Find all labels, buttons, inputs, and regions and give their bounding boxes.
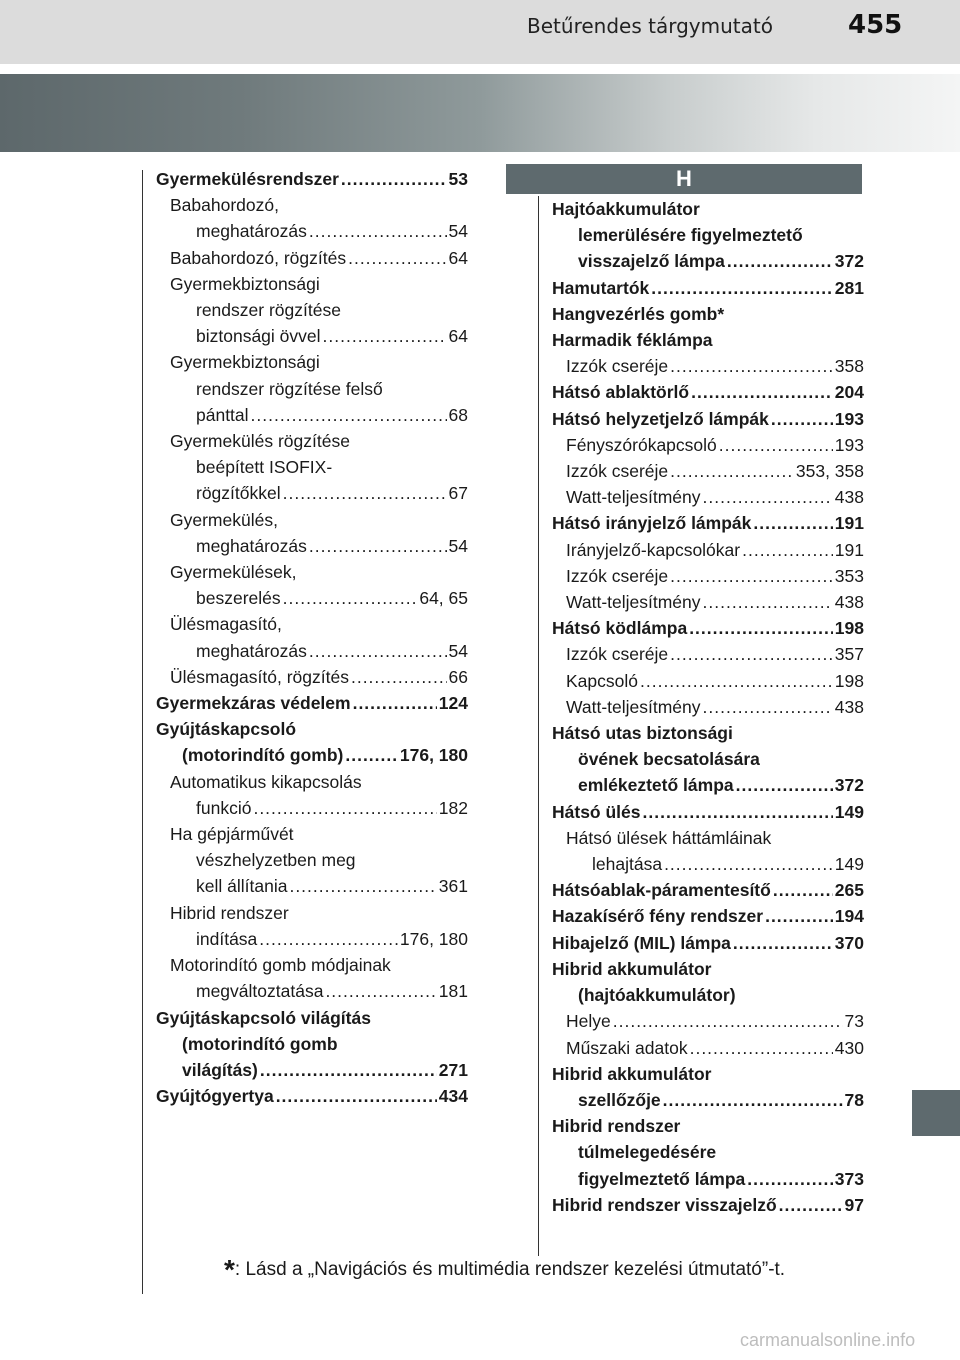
leader-dots	[351, 664, 447, 690]
footnote-marker: *	[224, 1254, 235, 1285]
entry-term: Gyújtáskapcsoló világítás	[156, 1007, 371, 1028]
index-entry	[156, 376, 468, 402]
index-entry	[552, 432, 864, 458]
leader-dots	[765, 903, 833, 929]
entry-page: 204	[834, 382, 864, 403]
index-entry	[156, 795, 468, 821]
index-entry	[156, 323, 468, 349]
index-entry	[552, 851, 864, 877]
leader-dots	[260, 1057, 437, 1083]
index-entry	[552, 406, 864, 432]
entry-term: (hajtóakkumulátor)	[578, 985, 736, 1006]
entry-term: Gyújtáskapcsoló	[156, 719, 297, 740]
index-entry	[552, 458, 864, 484]
index-entry	[552, 1087, 864, 1113]
leader-dots	[664, 851, 833, 877]
entry-page: 353	[834, 565, 864, 586]
entry-term: biztonsági övvel	[196, 326, 321, 347]
index-entry	[552, 484, 864, 510]
index-entry	[156, 638, 468, 664]
entry-page: 176, 180	[399, 928, 468, 949]
index-entry	[552, 746, 864, 772]
leader-dots	[663, 1087, 843, 1113]
index-entry	[156, 428, 468, 454]
index-entry	[552, 903, 864, 929]
index-entry	[156, 847, 468, 873]
leader-dots	[253, 795, 436, 821]
leader-dots	[325, 978, 436, 1004]
watermark: carmanualsonline.info	[740, 1330, 916, 1350]
index-entry	[156, 559, 468, 585]
index-entry	[552, 222, 864, 248]
entry-term: Watt-teljesítmény	[566, 592, 701, 613]
entry-term: szellőzője	[578, 1089, 661, 1110]
entry-page: 434	[438, 1086, 468, 1107]
chapter-tab	[912, 1090, 960, 1136]
index-entry	[156, 1057, 468, 1083]
index-entry	[552, 668, 864, 694]
entry-term: indítása	[196, 928, 258, 949]
entry-term: túlmelegedésére	[578, 1142, 717, 1163]
index-entry	[552, 379, 864, 405]
index-entry	[552, 956, 864, 982]
entry-term: lemerülésére figyelmeztető	[578, 225, 803, 246]
entry-page: 438	[834, 487, 864, 508]
index-entry	[156, 349, 468, 375]
leader-dots	[283, 480, 447, 506]
index-entry	[156, 533, 468, 559]
entry-term: Babahordozó,	[170, 195, 279, 216]
leader-dots	[733, 930, 833, 956]
index-entry	[156, 192, 468, 218]
index-entry	[552, 1061, 864, 1087]
index-entry	[156, 978, 468, 1004]
entry-term: Watt-teljesítmény	[566, 487, 701, 508]
entry-page: 353, 358	[795, 461, 864, 482]
entry-page: 53	[448, 169, 468, 189]
index-entry	[552, 1192, 864, 1218]
index-entry	[156, 402, 468, 428]
entry-page: 438	[834, 592, 864, 613]
entry-term: világítás)	[182, 1059, 258, 1080]
index-entry	[552, 327, 864, 353]
entry-term: Gyermekülésrendszer	[156, 169, 339, 189]
entry-term: Gyermekülés,	[170, 509, 278, 530]
entry-page: 78	[844, 1089, 864, 1110]
leader-dots	[779, 1192, 843, 1218]
entry-page: 370	[834, 932, 864, 953]
index-column-left	[156, 166, 468, 1109]
leader-dots	[259, 926, 398, 952]
index-entry	[552, 1113, 864, 1139]
entry-term: Hátsóablak-páramentesítő	[552, 880, 771, 901]
letter-header-h: H	[506, 164, 862, 194]
entry-page: 64	[448, 247, 468, 268]
index-entry	[156, 1031, 468, 1057]
page-number: 455	[848, 10, 903, 40]
index-entry	[156, 952, 468, 978]
entry-page: 265	[834, 880, 864, 901]
entry-term: Műszaki adatok	[566, 1037, 688, 1058]
entry-page: 54	[448, 221, 468, 242]
entry-term: Hajtóakkumulátor	[552, 199, 700, 219]
leader-dots	[689, 615, 833, 641]
entry-term: Irányjelző-kapcsolókar	[566, 539, 741, 560]
entry-term: rendszer rögzítése felső	[196, 378, 383, 399]
leader-dots	[703, 484, 833, 510]
index-entry	[156, 480, 468, 506]
index-entry	[552, 1166, 864, 1192]
entry-page: 54	[448, 640, 468, 661]
entry-page: 73	[844, 1011, 864, 1032]
leader-dots	[289, 873, 436, 899]
entry-page: 67	[448, 483, 468, 504]
index-entry	[552, 982, 864, 1008]
entry-page: 372	[834, 775, 864, 796]
entry-term: Hamutartók	[552, 277, 650, 298]
leader-dots	[345, 742, 398, 768]
leader-dots	[670, 353, 833, 379]
entry-page: 372	[834, 251, 864, 272]
entry-term: vészhelyzetben meg	[196, 850, 356, 871]
entry-page: 358	[834, 356, 864, 377]
entry-page: 361	[438, 876, 468, 897]
index-entry	[552, 353, 864, 379]
index-entry	[156, 611, 468, 637]
index-entry	[552, 799, 864, 825]
entry-term: kell állítania	[196, 876, 288, 897]
leader-dots	[703, 589, 833, 615]
index-entry	[156, 690, 468, 716]
decorative-banner	[0, 74, 960, 152]
entry-page: 438	[834, 696, 864, 717]
index-entry	[552, 720, 864, 746]
leader-dots	[691, 379, 833, 405]
index-entry	[552, 1139, 864, 1165]
leader-dots	[727, 248, 833, 274]
entry-page: 191	[834, 513, 864, 534]
leader-dots	[742, 537, 833, 563]
entry-term: figyelmeztető lámpa	[578, 1168, 746, 1189]
entry-term: meghatározás	[196, 221, 307, 242]
entry-page: 176, 180	[399, 745, 468, 766]
entry-term: Hibrid rendszer	[170, 902, 289, 923]
entry-term: Hátsó utas biztonsági	[552, 723, 733, 744]
leader-dots	[773, 877, 833, 903]
entry-term: meghatározás	[196, 535, 307, 556]
index-entry	[156, 742, 468, 768]
entry-page: 193	[834, 434, 864, 455]
entry-term: Izzók cseréje	[566, 461, 669, 482]
index-entry	[156, 271, 468, 297]
entry-page: 194	[834, 906, 864, 927]
index-entry	[552, 275, 864, 301]
entry-term: Kapcsoló	[566, 670, 638, 691]
entry-page: 198	[834, 670, 864, 691]
leader-dots	[341, 166, 447, 192]
entry-term: meghatározás	[196, 640, 307, 661]
footnote	[224, 1254, 785, 1286]
index-entry	[156, 245, 468, 271]
index-entry	[156, 821, 468, 847]
entry-term: visszajelző lámpa	[578, 251, 725, 272]
leader-dots	[670, 458, 794, 484]
entry-term: Hátsó ülések háttámláinak	[566, 827, 772, 848]
entry-page: 54	[448, 535, 468, 556]
column-divider	[538, 196, 539, 1256]
entry-page: 66	[448, 666, 468, 687]
leader-dots	[670, 641, 833, 667]
entry-term: Gyermekülések,	[170, 562, 297, 583]
entry-term: Hátsó ablaktörlő	[552, 382, 690, 403]
entry-term: Ülésmagasító,	[170, 614, 282, 635]
index-entry	[552, 196, 864, 222]
section-title: Betűrendes tárgymutató	[527, 14, 773, 38]
entry-term: Hibajelző (MIL) lámpa	[552, 932, 731, 953]
entry-term: Gyermekzáras védelem	[156, 693, 351, 714]
entry-page: 124	[438, 693, 468, 714]
entry-term: Hibrid rendszer	[552, 1116, 681, 1137]
index-entry	[156, 926, 468, 952]
leader-dots	[276, 1083, 437, 1109]
index-entry	[552, 563, 864, 589]
entry-term: Izzók cseréje	[566, 644, 669, 665]
entry-page: 181	[438, 981, 468, 1002]
index-entry	[552, 248, 864, 274]
index-entry	[156, 297, 468, 323]
entry-term: Gyermekülés rögzítése	[170, 431, 350, 452]
entry-page: 191	[834, 539, 864, 560]
entry-term: megváltoztatása	[196, 981, 324, 1002]
index-entry	[552, 510, 864, 536]
leader-dots	[309, 533, 447, 559]
entry-page: 281	[834, 277, 864, 298]
entry-page: 64	[448, 326, 468, 347]
left-rule	[142, 170, 143, 1294]
entry-term: Hazakísérő fény rendszer	[552, 906, 764, 927]
index-entry	[156, 900, 468, 926]
index-column-right	[552, 196, 864, 1218]
index-entry	[156, 873, 468, 899]
entry-term: Hátsó ülés	[552, 801, 641, 822]
entry-term: Izzók cseréje	[566, 565, 669, 586]
entry-page: 193	[834, 408, 864, 429]
leader-dots	[309, 638, 447, 664]
entry-page: 357	[834, 644, 864, 665]
index-entry	[156, 585, 468, 611]
entry-term: Hibrid akkumulátor	[552, 1063, 712, 1084]
entry-term: Gyermekbiztonsági	[170, 273, 320, 294]
leader-dots	[283, 585, 418, 611]
leader-dots	[651, 275, 833, 301]
index-entry	[156, 507, 468, 533]
entry-term: Hibrid akkumulátor	[552, 958, 712, 979]
entry-term: (motorindító gomb	[182, 1033, 338, 1054]
entry-page: 68	[448, 404, 468, 425]
index-entry	[552, 1035, 864, 1061]
leader-dots	[747, 1166, 833, 1192]
index-entry	[552, 877, 864, 903]
entry-term: Fényszórókapcsoló	[566, 434, 717, 455]
leader-dots	[640, 668, 833, 694]
entry-term: Izzók cseréje	[566, 356, 669, 377]
index-entry	[552, 694, 864, 720]
index-entry	[552, 641, 864, 667]
entry-term: Motorindító gomb módjainak	[170, 955, 391, 976]
index-entry	[156, 218, 468, 244]
entry-term: Automatikus kikapcsolás	[170, 771, 362, 792]
index-entry	[156, 454, 468, 480]
leader-dots	[309, 218, 447, 244]
index-entry	[552, 930, 864, 956]
entry-term: lehajtása	[592, 854, 663, 875]
entry-term: rögzítőkkel	[196, 483, 281, 504]
entry-term: Hibrid rendszer visszajelző	[552, 1194, 777, 1215]
entry-term: Gyermekbiztonsági	[170, 352, 320, 373]
index-entry	[156, 1083, 468, 1109]
entry-term: (motorindító gomb)	[182, 745, 344, 766]
leader-dots	[771, 406, 833, 432]
entry-term: Hangvezérlés gomb*	[552, 303, 725, 324]
footnote-text: : Lásd a „Navigációs és multimédia rendszer kezelési útmutató”-t.	[234, 1259, 786, 1280]
index-entry	[552, 772, 864, 798]
entry-page: 149	[834, 801, 864, 822]
index-entry	[156, 1005, 468, 1031]
entry-page: 64, 65	[419, 588, 468, 609]
entry-page: 97	[844, 1194, 864, 1215]
entry-term: Ha gépjárművét	[170, 824, 294, 845]
entry-term: Watt-teljesítmény	[566, 696, 701, 717]
leader-dots	[719, 432, 833, 458]
entry-page: 271	[438, 1059, 468, 1080]
entry-term: rendszer rögzítése	[196, 300, 341, 321]
page-header-bar	[0, 0, 960, 64]
index-entry	[552, 589, 864, 615]
leader-dots	[753, 510, 832, 536]
entry-term: Helye	[566, 1011, 611, 1032]
entry-page: 373	[834, 1168, 864, 1189]
entry-term: Hátsó ködlámpa	[552, 618, 688, 639]
entry-term: Harmadik féklámpa	[552, 330, 713, 351]
index-entry	[552, 301, 864, 327]
index-entry	[552, 825, 864, 851]
index-entry	[156, 664, 468, 690]
entry-term: övének becsatolására	[578, 749, 760, 770]
entry-term: Ülésmagasító, rögzítés	[170, 666, 349, 687]
leader-dots	[353, 690, 437, 716]
leader-dots	[348, 245, 446, 271]
entry-term: pánttal	[196, 404, 249, 425]
leader-dots	[736, 772, 833, 798]
index-entry	[552, 615, 864, 641]
entry-page: 198	[834, 618, 864, 639]
leader-dots	[643, 799, 833, 825]
entry-term: Hátsó irányjelző lámpák	[552, 513, 752, 534]
entry-term: Hátsó helyzetjelző lámpák	[552, 408, 769, 429]
entry-term: Babahordozó, rögzítés	[170, 247, 347, 268]
entry-term: Gyújtógyertya	[156, 1086, 274, 1107]
index-entry	[552, 1008, 864, 1034]
index-entry	[156, 769, 468, 795]
leader-dots	[251, 402, 447, 428]
index-entry	[156, 716, 468, 742]
entry-term: funkció	[196, 797, 252, 818]
leader-dots	[703, 694, 833, 720]
entry-page: 149	[834, 854, 864, 875]
entry-page: 182	[438, 797, 468, 818]
index-entry	[552, 537, 864, 563]
leader-dots	[613, 1008, 843, 1034]
entry-term: beépített ISOFIX-	[196, 457, 333, 478]
leader-dots	[323, 323, 447, 349]
entry-page: 430	[834, 1037, 864, 1058]
leader-dots	[670, 563, 833, 589]
entry-term: beszerelés	[196, 588, 281, 609]
leader-dots	[690, 1035, 833, 1061]
index-entry	[156, 166, 468, 192]
entry-term: emlékeztető lámpa	[578, 775, 734, 796]
